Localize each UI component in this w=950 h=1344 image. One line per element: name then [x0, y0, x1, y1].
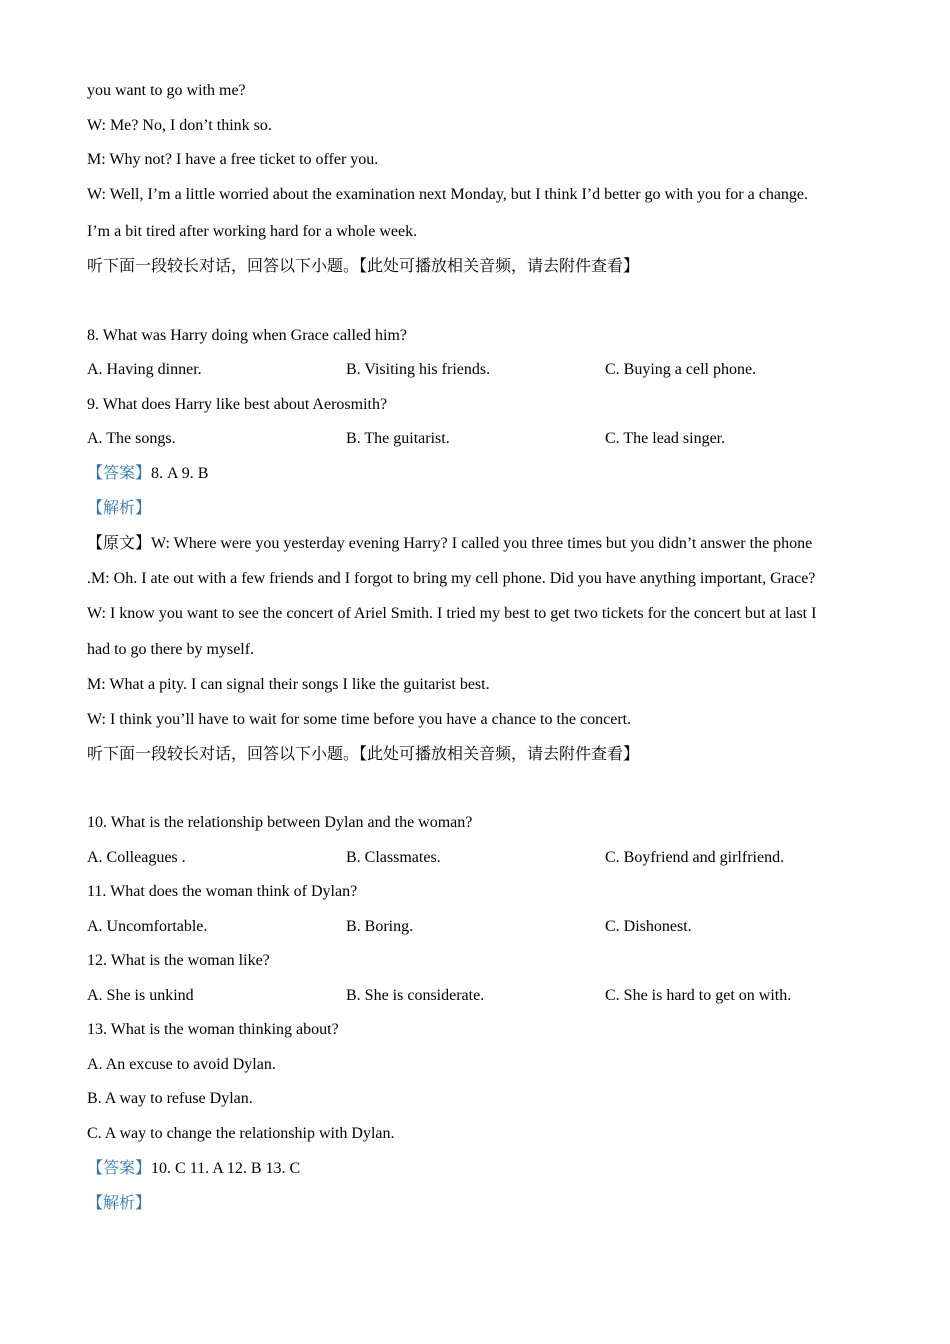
option-b: B. She is considerate.: [346, 987, 485, 1004]
option-a: A. Having dinner.: [87, 361, 202, 378]
transcript-line: W: I think you’ll have to wait for some time before you have a chance to the concert.: [87, 711, 632, 728]
option-c: C. Buying a cell phone.: [605, 361, 757, 378]
option-a: A. An excuse to avoid Dylan.: [87, 1056, 276, 1073]
dialogue-line: W: Well, I’m a little worried about the examination next Monday, but I think I’d better go with you for a change.: [87, 186, 809, 203]
question-11: 11. What does the woman think of Dylan?: [87, 883, 358, 900]
analysis-tag: 【解析】: [87, 1195, 152, 1212]
options-8: [87, 360, 867, 380]
option-b: B. The guitarist.: [346, 430, 450, 447]
answer-text: 10. C 11. A 12. B 13. C: [151, 1160, 301, 1177]
audio-instruction: 听下面一段较长对话，回答以下小题。【此处可播放相关音频，请去附件查看】: [87, 746, 640, 763]
options-9: [87, 429, 867, 449]
option-a: A. She is unkind: [87, 987, 194, 1004]
dialogue-line: you want to go with me?: [87, 82, 246, 99]
transcript-line: W: I know you want to see the concert of Ariel Smith. I tried my best to get two tickets for the concert but at last I: [87, 605, 817, 622]
option-c: C. The lead singer.: [605, 430, 726, 447]
option-c: C. A way to change the relationship with Dylan.: [87, 1125, 395, 1142]
option-b: B. Visiting his friends.: [346, 361, 491, 378]
option-c: C. She is hard to get on with.: [605, 987, 792, 1004]
options-12: [87, 986, 867, 1006]
analysis-tag: 【解析】: [87, 500, 152, 517]
answer-text: 8. A 9. B: [151, 465, 209, 482]
option-c: C. Boyfriend and girlfriend.: [605, 849, 785, 866]
transcript-line: [87, 534, 812, 554]
dialogue-line: M: Why not? I have a free ticket to offer you.: [87, 151, 379, 168]
options-11: [87, 917, 867, 937]
transcript-text: W: Where were you yesterday evening Harry? I called you three times but you didn’t answer the phone: [151, 535, 813, 552]
answer-tag: 【答案】: [87, 1160, 152, 1177]
answer-line: [87, 464, 208, 484]
option-a: A. Uncomfortable.: [87, 918, 208, 935]
dialogue-line: I’m a bit tired after working hard for a whole week.: [87, 223, 418, 240]
original-tag: 【原文】: [87, 535, 152, 552]
transcript-line: .M: Oh. I ate out with a few friends and I forgot to bring my cell phone. Did you have anything important, Grace?: [87, 570, 816, 587]
answer-tag: 【答案】: [87, 465, 152, 482]
question-8: 8. What was Harry doing when Grace called him?: [87, 327, 408, 344]
option-a: A. The songs.: [87, 430, 176, 447]
analysis-line: [87, 1194, 151, 1214]
options-10: [87, 848, 867, 868]
dialogue-line: W: Me? No, I don’t think so.: [87, 117, 272, 134]
option-b: B. A way to refuse Dylan.: [87, 1090, 253, 1107]
audio-instruction: 听下面一段较长对话，回答以下小题。【此处可播放相关音频，请去附件查看】: [87, 258, 640, 275]
transcript-line: M: What a pity. I can signal their songs I like the guitarist best.: [87, 676, 490, 693]
analysis-line: [87, 499, 151, 519]
question-9: 9. What does Harry like best about Aerosmith?: [87, 396, 388, 413]
option-c: C. Dishonest.: [605, 918, 692, 935]
transcript-line: had to go there by myself.: [87, 641, 255, 658]
option-b: B. Boring.: [346, 918, 414, 935]
answer-line: [87, 1159, 300, 1179]
option-b: B. Classmates.: [346, 849, 441, 866]
question-10: 10. What is the relationship between Dylan and the woman?: [87, 814, 473, 831]
question-12: 12. What is the woman like?: [87, 952, 270, 969]
question-13: 13. What is the woman thinking about?: [87, 1021, 339, 1038]
option-a: A. Colleagues .: [87, 849, 186, 866]
